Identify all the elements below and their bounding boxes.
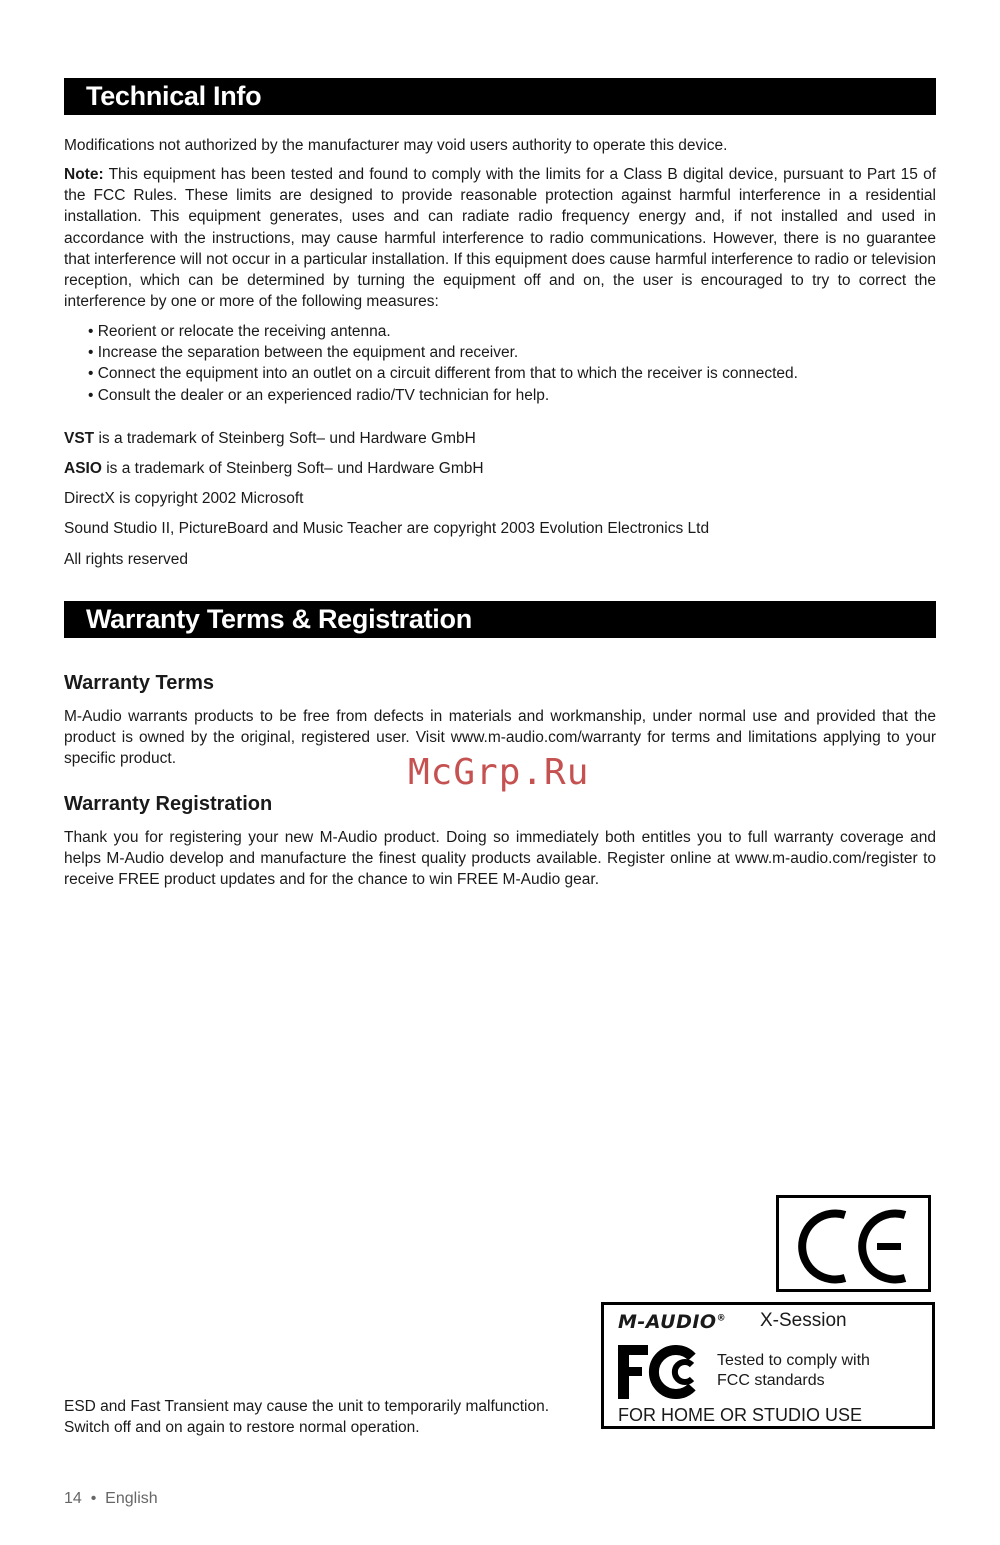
product-name: X-Session bbox=[760, 1310, 847, 1331]
asio-trademark bbox=[64, 458, 936, 479]
warranty-registration-heading: Warranty Registration bbox=[64, 793, 273, 815]
esd-line-1: ESD and Fast Transient may cause the unit to temporarily malfunction. bbox=[64, 1398, 550, 1415]
page-footer: 14 • English bbox=[64, 1490, 158, 1507]
list-item: • Connect the equipment into an outlet on a circuit different from that to which the receiver is connected. bbox=[88, 363, 798, 384]
warranty-heading: Warranty Terms & Registration bbox=[86, 604, 472, 634]
asio-text: is a trademark of Steinberg Soft– und Hardware GmbH bbox=[101, 460, 484, 477]
sound-studio-copyright: Sound Studio II, PictureBoard and Music Teacher are copyright 2003 Evolution Electronics Ltd bbox=[64, 520, 710, 537]
directx-copyright: DirectX is copyright 2002 Microsoft bbox=[64, 490, 304, 507]
all-rights-reserved: All rights reserved bbox=[64, 551, 189, 568]
technical-info-heading-bar bbox=[64, 78, 936, 115]
fcc-label-box bbox=[601, 1302, 935, 1429]
warranty-terms-heading: Warranty Terms bbox=[64, 672, 215, 694]
fcc-logo-icon bbox=[616, 1343, 708, 1401]
technical-info-heading: Technical Info bbox=[86, 81, 262, 111]
note-text: This equipment has been tested and found to comply with the limits for a Class B digital device, pursuant to Part 15 of the FCC Rules. These limits are designed to provide reasonable protection against harmful interference in a residential installation. This equipment generates, uses and can radiate radio frequency energy and, if not installed and used in accordance with the instructions, may cause harmful interference to radio communications. However, there is no guarantee that interference will not occur in a particular installation. If this equipment does cause harmful interference to radio or television reception, which can be determined by turning the equipment off and on, the user is encouraged to try to correct the interference by one or more of the following measures: bbox=[64, 166, 936, 311]
home-studio-use: FOR HOME OR STUDIO USE bbox=[618, 1405, 863, 1425]
modifications-text: Modifications not authorized by the manufacturer may void users authority to operate this device. bbox=[64, 137, 728, 154]
warranty-heading-bar bbox=[64, 601, 936, 638]
registered-mark: ® bbox=[716, 1313, 727, 1324]
fcc-compliance-text bbox=[717, 1351, 870, 1391]
m-audio-logo bbox=[618, 1311, 726, 1333]
list-item: • Reorient or relocate the receiving antenna. bbox=[88, 321, 798, 342]
ce-mark-box bbox=[776, 1195, 931, 1292]
list-item: • Increase the separation between the equipment and receiver. bbox=[88, 342, 798, 363]
fcc-line-2: FCC standards bbox=[717, 1372, 825, 1389]
warranty-registration-text: Thank you for registering your new M-Audio product. Doing so immediately both entitles you to full warranty coverage and helps M-Audio develop and manufacture the finest quality products available. Register online at www.m-audio.com/register to receive FREE product updates and for the chance to win FREE M-Audio gear. bbox=[64, 829, 936, 889]
watermark: McGrp.Ru bbox=[408, 752, 590, 793]
warranty-terms-text: M-Audio warrants products to be free from defects in materials and workmanship, under normal use and provided that the product is owned by the original, registered user. Visit www.m-audio.com/warranty for terms and limitations applying to your specific product. bbox=[64, 708, 936, 768]
vst-text: is a trademark of Steinberg Soft– und Hardware GmbH bbox=[94, 430, 476, 447]
brand-name: M-AUDIO bbox=[618, 1311, 717, 1333]
vst-trademark bbox=[64, 428, 936, 449]
asio-label: ASIO bbox=[64, 460, 102, 477]
list-item: • Consult the dealer or an experienced radio/TV technician for help. bbox=[88, 385, 798, 406]
vst-label: VST bbox=[64, 430, 95, 447]
fcc-line-1: Tested to comply with bbox=[717, 1352, 870, 1369]
measures-list bbox=[88, 321, 798, 406]
esd-line-2: Switch off and on again to restore normal operation. bbox=[64, 1419, 420, 1436]
note-label: Note: bbox=[64, 166, 104, 183]
ce-mark-icon bbox=[779, 1198, 928, 1289]
fcc-note-paragraph bbox=[64, 164, 936, 312]
